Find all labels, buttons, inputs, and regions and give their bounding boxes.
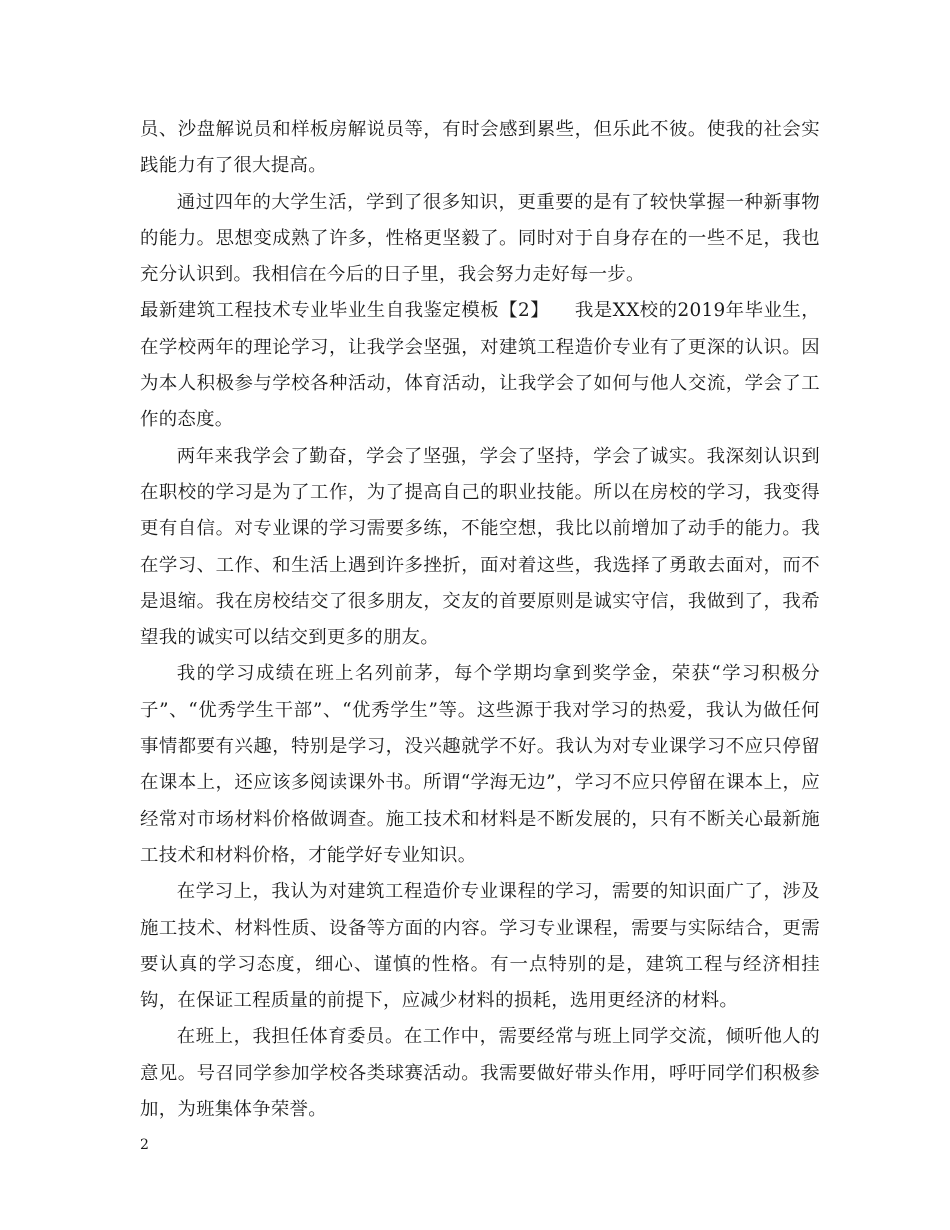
document-body [140, 112, 820, 1128]
section-lead-text: 我是XX校的2019年毕业生，在学校两年的理论学习，让我学会坚强，对建筑工程造价专业有了更深的认识。因为本人积极参与学校各种活动，体育活动，让我学会了如何与他人交流，学会了工作的态度。 [140, 300, 820, 431]
paragraph-continued: 员、沙盘解说员和样板房解说员等，有时会感到累些，但乐此不彼。使我的社会实践能力有了很大提高。 [140, 119, 820, 177]
paragraph-class-role: 在班上，我担任体育委员。在工作中，需要经常与班上同学交流，倾听他人的意见。号召同学参加学校各类球赛活动。我需要做好带头作用，呼吁同学们积极参加，为班集体争荣誉。 [140, 1026, 820, 1121]
paragraph-study: 在学习上，我认为对建筑工程造价专业课程的学习，需要的知识面广了，涉及施工技术、材料性质、设备等方面的内容。学习专业课程，需要与实际结合，更需要认真的学习态度，细心、谨慎的性格。有一点特别的是，建筑工程与经济相挂钩，在保证工程质量的前提下，应减少材料的损耗，选用更经济的材料。 [140, 881, 820, 1012]
paragraph-grades: 我的学习成绩在班上名列前茅，每个学期均拿到奖学金，荣获“学习积极分子”、“优秀学生干部”、“优秀学生”等。这些源于我对学习的热爱，我认为做任何事情都要有兴趣，特别是学习，没兴趣就学不好。我认为对专业课学习不应只停留在课本上，还应该多阅读课外书。所谓“学海无边”，学习不应只停留在课本上，应经常对市场材料价格做调查。施工技术和材料是不断发展的，只有不断关心最新施工技术和材料价格，才能学好专业知识。 [140, 663, 820, 866]
paragraph-two-years: 两年来我学会了勤奋，学会了坚强，学会了坚持，学会了诚实。我深刻认识到在职校的学习是为了工作，为了提高自己的职业技能。所以在房校的学习，我变得更有自信。对专业课的学习需要多练，不能空想，我比以前增加了动手的能力。我在学习、工作、和生活上遇到许多挫折，面对着这些，我选择了勇敢去面对，而不是退缩。我在房校结交了很多朋友，交友的首要原则是诚实守信，我做到了，我希望我的诚实可以结交到更多的朋友。 [140, 445, 820, 649]
section-heading-line [140, 293, 820, 438]
paragraph-university-life: 通过四年的大学生活，学到了很多知识，更重要的是有了较快掌握一种新事物的能力。思想变成熟了许多，性格更坚毅了。同时对于自身存在的一些不足，我也充分认识到。我相信在今后的日子里，我会努力走好每一步。 [140, 191, 820, 286]
section-title: 最新建筑工程技术专业毕业生自我鉴定模板【2】 [140, 300, 550, 322]
page-number: 2 [140, 1137, 149, 1153]
